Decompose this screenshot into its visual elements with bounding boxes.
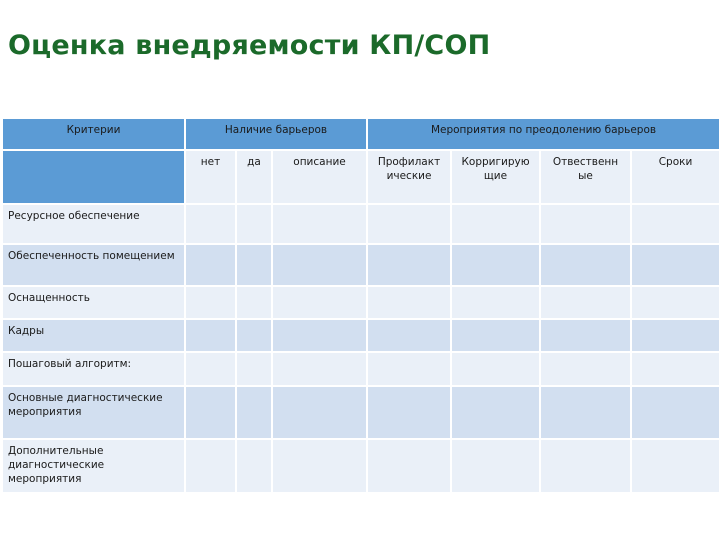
header-barriers: Наличие барьеров <box>185 118 367 150</box>
subheader-yes: да <box>236 150 272 204</box>
cell-preventive[interactable] <box>367 244 451 286</box>
cell-responsible[interactable] <box>540 386 631 439</box>
cell-no[interactable] <box>185 286 236 319</box>
subheader-no: нет <box>185 150 236 204</box>
cell-yes[interactable] <box>236 386 272 439</box>
cell-deadlines[interactable] <box>631 386 720 439</box>
cell-yes[interactable] <box>236 319 272 352</box>
cell-corrective[interactable] <box>451 286 540 319</box>
cell-deadlines[interactable] <box>631 352 720 386</box>
cell-deadlines[interactable] <box>631 204 720 244</box>
cell-no[interactable] <box>185 386 236 439</box>
cell-responsible[interactable] <box>540 439 631 493</box>
table-row <box>2 319 720 352</box>
cell-responsible[interactable] <box>540 319 631 352</box>
row-label: Пошаговый алгоритм: <box>2 352 185 386</box>
table-row <box>2 244 720 286</box>
cell-no[interactable] <box>185 244 236 286</box>
cell-deadlines[interactable] <box>631 439 720 493</box>
row-label: Основные диагностические мероприятия <box>2 386 185 439</box>
cell-no[interactable] <box>185 204 236 244</box>
barrier-assessment-table <box>1 117 720 494</box>
cell-preventive[interactable] <box>367 439 451 493</box>
cell-yes[interactable] <box>236 439 272 493</box>
cell-corrective[interactable] <box>451 319 540 352</box>
subheader-description: описание <box>272 150 367 204</box>
cell-description[interactable] <box>272 244 367 286</box>
cell-preventive[interactable] <box>367 386 451 439</box>
cell-yes[interactable] <box>236 244 272 286</box>
page-title: Оценка внедряемости КП/СОП <box>8 30 491 61</box>
cell-description[interactable] <box>272 204 367 244</box>
row-label: Дополнительные диагностические мероприятия <box>2 439 185 493</box>
table-row <box>2 352 720 386</box>
cell-yes[interactable] <box>236 352 272 386</box>
cell-description[interactable] <box>272 352 367 386</box>
cell-corrective[interactable] <box>451 439 540 493</box>
cell-preventive[interactable] <box>367 319 451 352</box>
cell-no[interactable] <box>185 352 236 386</box>
cell-corrective[interactable] <box>451 386 540 439</box>
subheader-responsible: Отвественн ые <box>540 150 631 204</box>
cell-preventive[interactable] <box>367 204 451 244</box>
subheader-preventive: Профилакт ические <box>367 150 451 204</box>
cell-yes[interactable] <box>236 286 272 319</box>
cell-deadlines[interactable] <box>631 319 720 352</box>
cell-description[interactable] <box>272 319 367 352</box>
cell-no[interactable] <box>185 439 236 493</box>
row-label: Оснащенность <box>2 286 185 319</box>
table-row <box>2 286 720 319</box>
cell-yes[interactable] <box>236 204 272 244</box>
cell-responsible[interactable] <box>540 204 631 244</box>
cell-responsible[interactable] <box>540 244 631 286</box>
row-label: Обеспеченность помещением <box>2 244 185 286</box>
header-measures: Мероприятия по преодолению барьеров <box>367 118 720 150</box>
row-label: Ресурсное обеспечение <box>2 204 185 244</box>
cell-description[interactable] <box>272 386 367 439</box>
cell-corrective[interactable] <box>451 204 540 244</box>
cell-preventive[interactable] <box>367 352 451 386</box>
cell-description[interactable] <box>272 286 367 319</box>
cell-deadlines[interactable] <box>631 286 720 319</box>
header-criteria-continuation <box>2 150 185 204</box>
table-row <box>2 439 720 493</box>
subheader-corrective: Корригирую щие <box>451 150 540 204</box>
row-label: Кадры <box>2 319 185 352</box>
header-criteria: Критерии <box>2 118 185 150</box>
cell-corrective[interactable] <box>451 352 540 386</box>
cell-preventive[interactable] <box>367 286 451 319</box>
cell-responsible[interactable] <box>540 286 631 319</box>
cell-responsible[interactable] <box>540 352 631 386</box>
cell-corrective[interactable] <box>451 244 540 286</box>
cell-deadlines[interactable] <box>631 244 720 286</box>
cell-description[interactable] <box>272 439 367 493</box>
table-row <box>2 204 720 244</box>
subheader-deadlines: Сроки <box>631 150 720 204</box>
table-row <box>2 386 720 439</box>
cell-no[interactable] <box>185 319 236 352</box>
